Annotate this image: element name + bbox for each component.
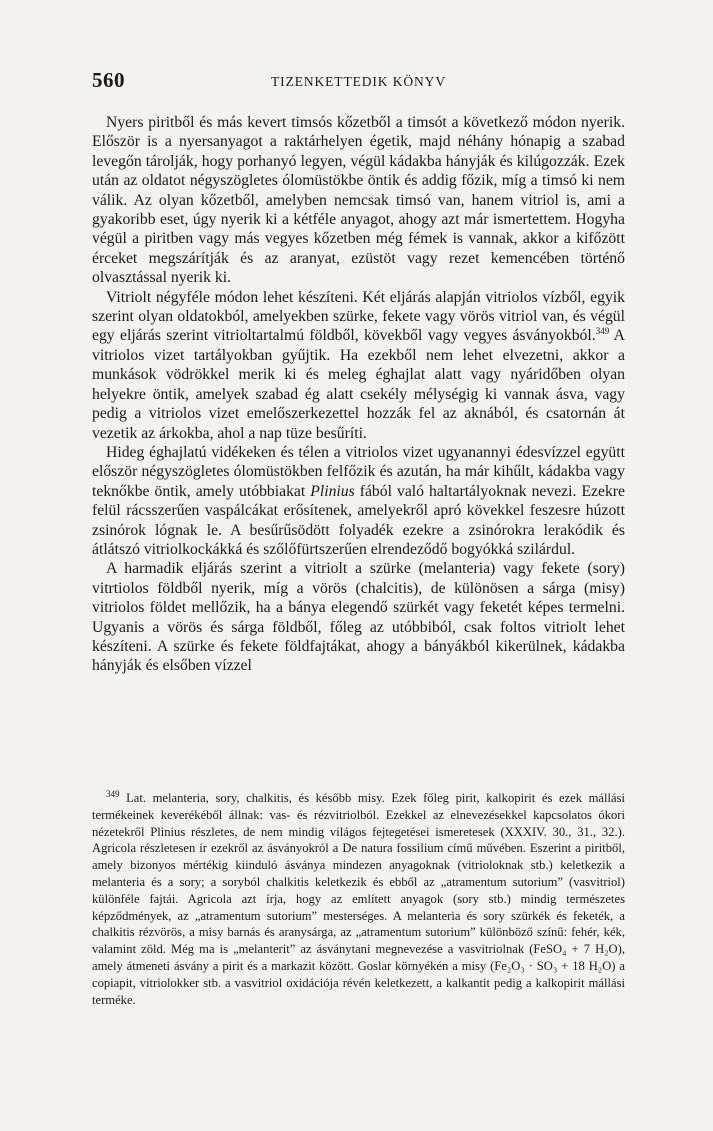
footnote-area <box>92 790 625 1008</box>
footnote-text: Lat. melanteria, sory, chalkitis, és később misy. Ezek főleg pirit, kalkopirit és ezek mállási termékeinek keverékéből állnak: vas- és rézvitriolból. Ezekkel az elnevezésekkel kapcsolatos ókori nézetekről Plinius részletes, de nem mindig világos fejtegetései ismeretesek (XXXIV. 30., 31., 32.). Agricola részletesen ír ezekről az ásványokról a De natura fossilium című művében. Eszerint a piritből, amely bizonyos mértékig kiinduló ásványa mindezen anyagoknak (vitrioloknak stb.) keletkezik a melanteria és a sory; a soryból chalkitis keletkezik és ebből az „atramentum sutorium” (vasvitriol) különféle fajtái. Agricola azt írja, hogy az említett anyagok (sory stb.) mindig természetes képződmények, az „atramentum sutorium” mesterséges. A melanteria és sory szürkék és feketék, a chalkitis rézvörös, a misy barnás és aranysárga, az „atramentum sutorium” különböző színű: fehér, kék, valamint zöld. Még ma is „melanterit” az ásványtani megnevezése a vasvitriolnak (FeSO₄ + 7 H₂O), amely átmeneti ásvány a pirit és a markazit között. Goslar környékén a misy (Fe₂O₃ · SO₃ + 18 H₂O) a copiapit, vitriolokker stb. a vasvitriol oxidációja révén keletkezett, a kalkantit pedig a kalkopirit mállási terméke. <box>92 791 625 1007</box>
paragraph-text: Hideg éghajlatú vidékeken és télen a vitriolos vizet ugyanannyi édesvízzel együtt először négyszögletes ólomüstökben felfőzik és azután, ha már kihűlt, kádakba vagy teknőkbe öntik, amely utóbbiakat <box>92 443 625 500</box>
footnote-number: 349 <box>106 788 120 799</box>
paragraph-text: fából való haltartályoknak nevezi. Ezekre felül rácsszerűen vaspálcákat erősítenek, amelyekről apró kövekkel feszesre húzott zsinórok lógnak le. A besűrűsödött folyadék ezekre a zsinórokra lerakódik és átlátszó vitriolkockákká és szőlőfürtszerűen elrendeződő bogyókká szilárdul. <box>92 482 625 558</box>
paragraph-alum: Nyers piritből és más kevert timsós kőzetből a timsót a következő módon nyerik. Először is a nyersanyagot a raktárhelyen égetik, majd néhány hónapig a szabad levegőn tárolják, hogy porhanyó legyen, végül kádakba hányják és kilúgozzák. Ezek után az oldatot négyszögletes ólomüstökbe öntik és addig főzik, míg a timsó ki nem válik. Az olyan kőzetből, amelyben nemcsak timsó van, hanem vitriol is, ami a gyakoribb eset, úgy nyerik ki a kétféle anyagot, ahogy azt már ismertettem. Hogyha végül a piritben vagy más vegyes kőzetben még fémek is vannak, akkor a kifőzött érceket megszárítják és az aranyat, ezüstöt vagy rezet kemencében történő olvasztással nyerik ki. <box>92 114 625 287</box>
italic-name-plinius: Plinius <box>310 482 355 500</box>
main-text <box>92 113 625 676</box>
paragraph-cold-climate <box>92 443 625 559</box>
running-title: TIZENKETTEDIK KÖNYV <box>271 74 446 89</box>
paragraph-third-method: A harmadik eljárás szerint a vitriolt a szürke (melanteria) vagy fekete (sory) vitrtiolos földből nyerik, míg a vörös (chalcitis), de különösen a sárga (misy) vitriolos földet mellőzik, ha a bánya elegendő szürkét vagy feketét képes termelni. Ugyanis a vörös és sárga földből, főleg az utóbbiból, csak foltos vitriolt lehet készíteni. A szürke és fekete földfajtákat, ahogy a bányákból kikerülnek, kádakba hányják és elsőben vízzel <box>92 560 625 675</box>
page-header <box>92 68 625 98</box>
paragraph-text: Vitriolt négyféle módon lehet készíteni. Két eljárás alapján vitriolos vízből, egyik szerint olyan oldatokból, amelyekben szürke, fekete vagy vörös vitriol van, és végül egy eljárás szerint vitrioltartalmú földből, kövekből vagy vegyes ásványokból. <box>92 288 625 345</box>
footnote-349 <box>92 790 625 1008</box>
paragraph-text: A vitriolos vizet tartályokban gyűjtik. Ha ezekből nem lehet elvezetni, akkor a munkások vödrökkel merik ki és meleg éghajlat alatt vagy nyáridőben olyan helyekre öntik, amelyek szabad ég alatt csekély mélységig ki vannak ásva, vagy pedig a vitriolos vizet emelőszerkezettel hozzák fel az aknából, és csatornán át vezetik az árkokba, ahol a nap tüze besűríti. <box>92 327 625 442</box>
footnote-reference[interactable]: 349 <box>595 326 610 337</box>
page-number: 560 <box>92 68 125 92</box>
paragraph-vitriol-methods <box>92 288 625 443</box>
